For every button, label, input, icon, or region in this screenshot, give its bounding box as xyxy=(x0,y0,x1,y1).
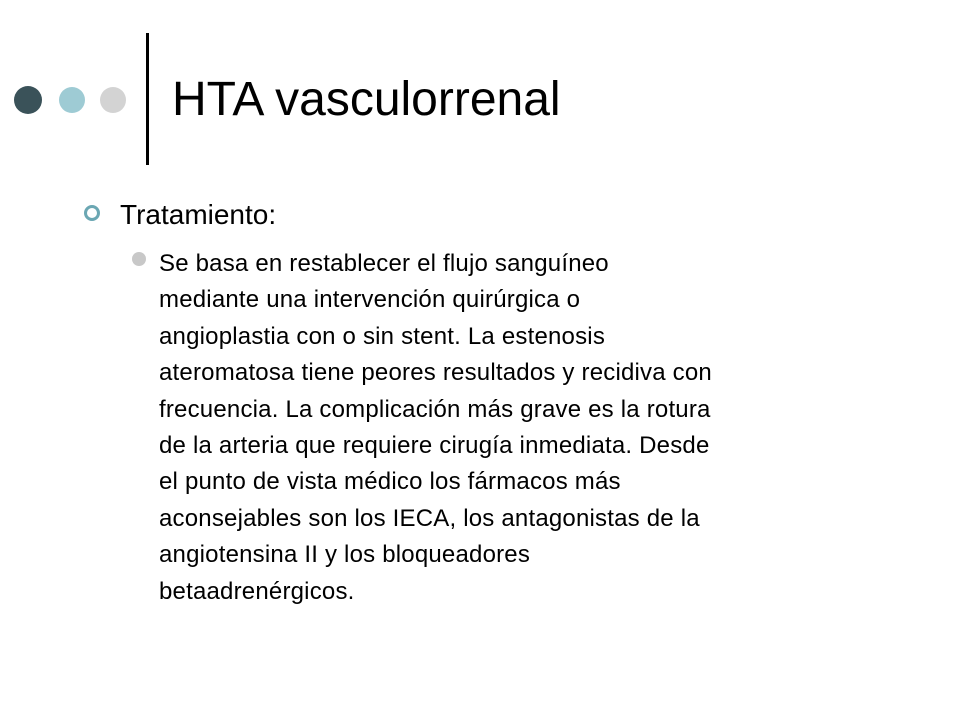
slide-title: HTA vasculorrenal xyxy=(172,73,561,126)
decor-dot-teal xyxy=(59,87,85,113)
text-line: aconsejables son los IECA, los antagonistas de la xyxy=(159,504,700,532)
round-bullet-icon xyxy=(132,252,146,266)
decor-dot-dark xyxy=(14,86,42,114)
ring-bullet-icon-ring xyxy=(86,207,99,220)
bullet-level1-text: Tratamiento: xyxy=(120,199,277,230)
text-line: Se basa en restablecer el flujo sanguíneo xyxy=(159,250,609,277)
text-line: el punto de vista médico los fármacos más xyxy=(159,468,621,496)
text-line: ateromatosa tiene peores resultados y recidiva con xyxy=(159,359,712,387)
decor-dot-gray xyxy=(100,87,126,113)
title-rule xyxy=(146,33,149,165)
text-line: mediante una intervención quirúrgica o xyxy=(159,286,581,314)
text-line: angioplastia con o sin stent. La estenosis xyxy=(159,322,606,350)
ring-bullet-icon xyxy=(82,203,102,223)
text-line: angiotensina II y los bloqueadores xyxy=(159,541,531,569)
text-line: betaadrenérgicos. xyxy=(159,577,355,605)
text-line: de la arteria que requiere cirugía inmediata. Desde xyxy=(159,432,710,460)
bullet-level2-text xyxy=(159,246,899,610)
text-line: frecuencia. La complicación más grave es la rotura xyxy=(159,395,711,423)
